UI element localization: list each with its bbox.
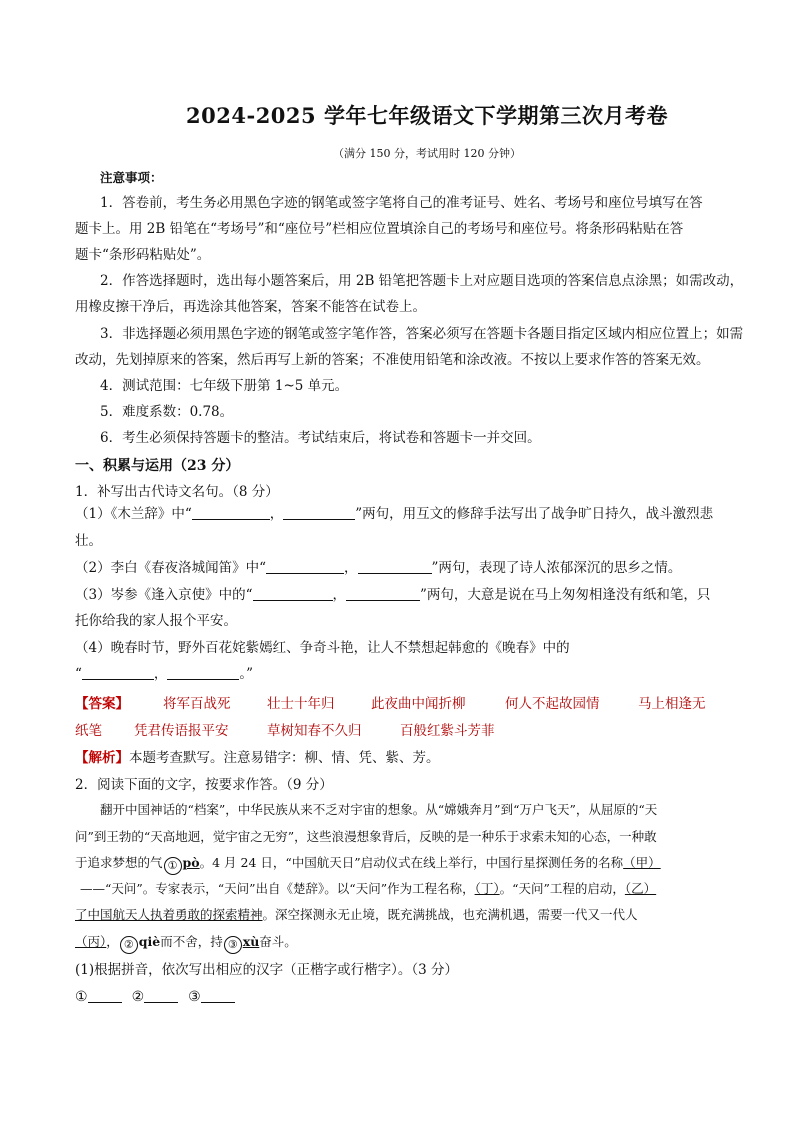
- q2-l5-b: 。深空探测永无止境，既充满挑战，也充满机遇，需要一代又一代人: [262, 907, 638, 922]
- answer-item: 壮士十年归: [267, 696, 335, 712]
- q2-passage-line-4: [80, 879, 740, 899]
- blank-label-1: ①: [75, 989, 88, 1005]
- q1-part-3-blank-b[interactable]: [346, 586, 420, 601]
- q1-part-2-blank-a[interactable]: [266, 559, 344, 574]
- circle-number-2: ②: [120, 936, 138, 954]
- q2-sub-1-blanks: [75, 987, 245, 1007]
- q2-stem: 2．阅读下面的文字，按要求作答。（9 分）: [75, 777, 333, 793]
- q1-part-3: [75, 585, 725, 605]
- q1-part-1-suffix: ”两句，用互文的修辞手法写出了战争旷日持久，战斗激烈悲: [355, 506, 714, 522]
- notice-heading: 注意事项：: [100, 170, 163, 185]
- analysis-text: 本题考查默写。注意易错字：柳、情、凭、紫、芳。: [129, 750, 440, 766]
- answer-item: 百般红紫斗芳菲: [400, 723, 495, 739]
- answer-blank-1[interactable]: [88, 988, 122, 1003]
- q1-part-4-comma: ，: [153, 666, 168, 682]
- q2-passage-line-3: [75, 853, 735, 875]
- q1-stem: 1．补写出古代诗文名句。（8 分）: [75, 484, 279, 500]
- blank-yi: （乙）: [624, 881, 657, 896]
- q1-part-4-blank-b[interactable]: [167, 665, 239, 680]
- answer-item: 此夜曲中闻折柳: [371, 696, 466, 712]
- q1-part-1-cont: 壮。: [75, 533, 102, 549]
- q1-part-3-blank-a[interactable]: [253, 586, 333, 601]
- notice-item-1-line-2: 题卡上。用 2B 铅笔在“考场号”和“座位号”栏相应位置填涂自己的考场号和座位号。将条形码粘贴在答: [75, 221, 684, 237]
- q1-part-1: [75, 504, 725, 524]
- section-1-heading: 一、积累与运用（23 分）: [75, 458, 240, 474]
- blank-label-3: ③: [188, 989, 201, 1005]
- q1-part-4-blanks: [75, 664, 725, 684]
- notice-item-1-line-1: 1．答卷前，考生务必用黑色字迹的钢笔或签字笔将自己的准考证号、姓名、考场号和座位号填写在答: [100, 195, 703, 211]
- q1-part-4-blank-a[interactable]: [82, 665, 154, 680]
- notice-item-6: 6．考生必须保持答题卡的整洁。考试结束后，将试卷和答题卡一并交回。: [100, 430, 541, 446]
- q1-part-4-open-quote: “: [75, 666, 82, 682]
- answer-item: 何人不起故园情: [505, 696, 600, 712]
- q1-part-1-comma: ，: [269, 506, 284, 522]
- q1-part-1-prefix: （1）《木兰辞》中“: [75, 506, 192, 522]
- q2-l3-b: 。4 月 24 日，“中国航天日”启动仪式在线上举行，中国行星探测任务的名称: [199, 855, 624, 870]
- notice-item-2-line-2: 用橡皮擦干净后，再选涂其他答案，答案不能答在试卷上。: [75, 299, 426, 315]
- answer-item: 纸笔: [75, 723, 102, 739]
- q1-part-4: （4）晚春时节，野外百花姹紫嫣红、争奇斗艳，让人不禁想起韩愈的《晚春》中的: [75, 640, 570, 656]
- q2-passage-line-5: [75, 905, 735, 925]
- pinyin-qie: qiè: [138, 934, 161, 949]
- notice-item-5: 5．难度系数：0.78。: [100, 404, 234, 420]
- q1-part-4-close: 。”: [239, 666, 254, 682]
- answer-item: 将军百战死: [163, 696, 231, 712]
- notice-item-3-line-1: 3．非选择题必须用黑色字迹的钢笔或签字笔作答，答案必须写在答题卡各题目指定区域内相应位置上；如需: [100, 326, 744, 342]
- q1-part-3-suffix: ”两句，大意是说在马上匆匆相逢没有纸和笔，只: [420, 587, 711, 603]
- answer-item: 凭君传语报平安: [134, 723, 229, 739]
- blank-ding: （丁）: [474, 881, 500, 896]
- answer-blank-2[interactable]: [144, 988, 178, 1003]
- blank-jia: （甲）: [623, 855, 661, 870]
- q2-l3-a: 于追求梦想的气: [75, 855, 163, 870]
- notice-item-1-line-3: 题卡“条形码粘贴处”。: [75, 247, 211, 263]
- q1-part-2-prefix: （2）李白《春夜洛城闻笛》中“: [75, 560, 266, 576]
- q1-part-3-prefix: （3）岑参《逢入京使》中的“: [75, 587, 253, 603]
- q2-l4-a: ——“天问”。专家表示，“天问”出自《楚辞》。以“天问”作为工程名称，: [80, 881, 475, 896]
- q1-part-3-comma: ，: [332, 587, 346, 603]
- q1-part-2-suffix: ”两句，表现了诗人浓郁深沉的思乡之情。: [431, 560, 682, 576]
- blank-label-2: ②: [131, 989, 145, 1005]
- answer-item: 草树知春不久归: [267, 723, 362, 739]
- q1-part-1-blank-a[interactable]: [192, 505, 270, 520]
- circle-number-3: ③: [224, 936, 242, 954]
- answer-blank-3[interactable]: [201, 988, 235, 1003]
- answer-label: 【答案】: [75, 696, 129, 712]
- q1-analysis: [75, 748, 725, 768]
- q2-passage-line-2: 问”到王勃的“天高地迥，觉宇宙之无穷”，这些浪漫想象背后，反映的是一种乐于求索未知的心态，一种敢: [75, 829, 657, 844]
- pinyin-xu: xù: [242, 934, 260, 949]
- q1-part-3-cont: 托你给我的家人报个平安。: [75, 613, 237, 629]
- q2-l6-c: 而不舍，持: [160, 934, 223, 949]
- blank-bing: （丙）: [75, 934, 107, 949]
- q1-part-2: [75, 558, 725, 578]
- exam-subtitle: （满分 150 分，考试用时 120 分钟）: [333, 147, 521, 160]
- q2-passage-line-6: [75, 932, 735, 954]
- q2-passage-line-1: 翻开中国神话的“档案”，中华民族从来不乏对宇宙的想象。从“嫦娥奔月”到“万户飞天”，从屈原的“天: [100, 802, 658, 817]
- q2-sub-1: (1)根据拼音，依次写出相应的汉字（正楷字或行楷字）。（3 分）: [75, 962, 459, 978]
- circle-number-1: ①: [164, 857, 182, 875]
- notice-item-4: 4．测试范围：七年级下册第 1~5 单元。: [100, 378, 349, 394]
- q2-l6-b: ，: [106, 934, 119, 949]
- notice-item-2-line-1: 2．作答选择题时，选出每小题答案后，用 2B 铅笔把答题卡上对应题目选项的答案信息点涂黑；如需改动，: [100, 273, 744, 289]
- q1-part-2-blank-b[interactable]: [358, 559, 432, 574]
- notice-item-3-line-2: 改动，先划掉原来的答案，然后再写上新的答案；不准使用铅笔和涂改液。不按以上要求作答的答案无效。: [75, 352, 710, 368]
- exam-title: 2024-2025 学年七年级语文下学期第三次月考卷: [186, 103, 668, 128]
- q2-l5-underlined: 了中国航天人执着勇敢的探索精神: [75, 907, 263, 922]
- q1-part-1-blank-b[interactable]: [283, 505, 355, 520]
- analysis-label: 【解析】: [75, 750, 129, 766]
- q1-part-2-comma: ，: [344, 560, 358, 576]
- pinyin-po: pò: [182, 855, 200, 870]
- q2-l6-d: 奋斗。: [259, 934, 297, 949]
- answer-item: 马上相逢无: [638, 696, 706, 712]
- q2-l4-c: 。“天问”工程的启动，: [499, 881, 625, 896]
